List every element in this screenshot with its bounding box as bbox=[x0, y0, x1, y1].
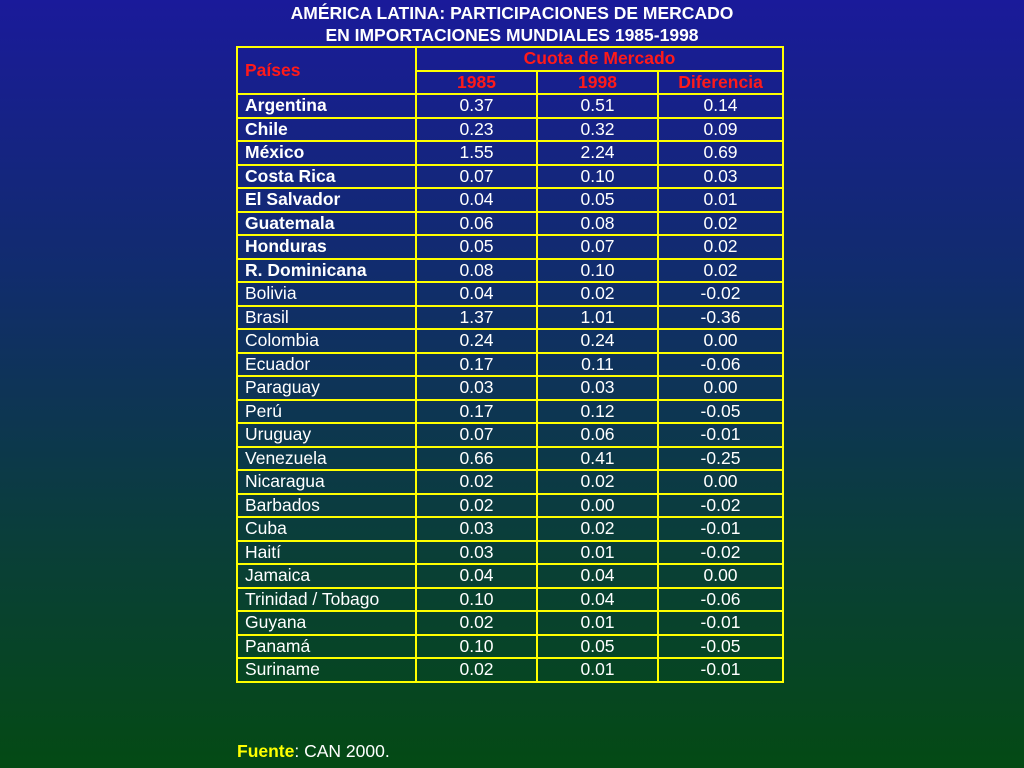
table-row bbox=[237, 165, 783, 189]
table-body bbox=[237, 94, 783, 682]
table-row bbox=[237, 423, 783, 447]
difference-cell: -0.01 bbox=[658, 611, 783, 635]
value-1998-cell: 0.05 bbox=[537, 635, 658, 659]
value-1998-cell: 0.01 bbox=[537, 611, 658, 635]
value-1998-cell: 0.12 bbox=[537, 400, 658, 424]
country-cell: Guatemala bbox=[237, 212, 416, 236]
value-1985-cell: 0.17 bbox=[416, 400, 537, 424]
value-1998-cell: 2.24 bbox=[537, 141, 658, 165]
table-row bbox=[237, 94, 783, 118]
table-row bbox=[237, 329, 783, 353]
source-label: Fuente bbox=[237, 741, 295, 761]
country-cell: México bbox=[237, 141, 416, 165]
value-1985-cell: 0.23 bbox=[416, 118, 537, 142]
header-market-share: Cuota de Mercado bbox=[416, 47, 783, 71]
difference-cell: -0.05 bbox=[658, 400, 783, 424]
country-cell: Argentina bbox=[237, 94, 416, 118]
difference-cell: -0.25 bbox=[658, 447, 783, 471]
value-1998-cell: 0.02 bbox=[537, 282, 658, 306]
difference-cell: -0.01 bbox=[658, 517, 783, 541]
table-row bbox=[237, 541, 783, 565]
header-1998: 1998 bbox=[537, 71, 658, 95]
value-1985-cell: 0.03 bbox=[416, 376, 537, 400]
header-row-1 bbox=[237, 47, 783, 71]
country-cell: Barbados bbox=[237, 494, 416, 518]
value-1998-cell: 0.06 bbox=[537, 423, 658, 447]
value-1998-cell: 0.41 bbox=[537, 447, 658, 471]
country-cell: Ecuador bbox=[237, 353, 416, 377]
value-1985-cell: 0.08 bbox=[416, 259, 537, 283]
table-row bbox=[237, 588, 783, 612]
difference-cell: 0.02 bbox=[658, 259, 783, 283]
country-cell: Trinidad / Tobago bbox=[237, 588, 416, 612]
value-1998-cell: 0.04 bbox=[537, 588, 658, 612]
country-cell: Perú bbox=[237, 400, 416, 424]
value-1985-cell: 1.55 bbox=[416, 141, 537, 165]
table-row bbox=[237, 611, 783, 635]
table-row bbox=[237, 564, 783, 588]
value-1985-cell: 0.02 bbox=[416, 494, 537, 518]
table-row bbox=[237, 470, 783, 494]
value-1998-cell: 1.01 bbox=[537, 306, 658, 330]
value-1998-cell: 0.10 bbox=[537, 259, 658, 283]
value-1998-cell: 0.32 bbox=[537, 118, 658, 142]
difference-cell: -0.01 bbox=[658, 658, 783, 682]
value-1985-cell: 0.04 bbox=[416, 564, 537, 588]
value-1998-cell: 0.02 bbox=[537, 517, 658, 541]
country-cell: Cuba bbox=[237, 517, 416, 541]
difference-cell: 0.14 bbox=[658, 94, 783, 118]
value-1998-cell: 0.03 bbox=[537, 376, 658, 400]
value-1998-cell: 0.02 bbox=[537, 470, 658, 494]
value-1985-cell: 0.04 bbox=[416, 188, 537, 212]
table-row bbox=[237, 118, 783, 142]
slide-title bbox=[0, 2, 1024, 46]
country-cell: Panamá bbox=[237, 635, 416, 659]
country-cell: Chile bbox=[237, 118, 416, 142]
country-cell: Bolivia bbox=[237, 282, 416, 306]
table-row bbox=[237, 635, 783, 659]
table-row bbox=[237, 517, 783, 541]
difference-cell: -0.02 bbox=[658, 494, 783, 518]
country-cell: Haití bbox=[237, 541, 416, 565]
difference-cell: -0.01 bbox=[658, 423, 783, 447]
difference-cell: 0.03 bbox=[658, 165, 783, 189]
table-row bbox=[237, 400, 783, 424]
value-1985-cell: 0.06 bbox=[416, 212, 537, 236]
difference-cell: 0.01 bbox=[658, 188, 783, 212]
table-row bbox=[237, 141, 783, 165]
value-1985-cell: 0.02 bbox=[416, 611, 537, 635]
market-share-table bbox=[236, 46, 784, 683]
value-1998-cell: 0.10 bbox=[537, 165, 658, 189]
value-1985-cell: 0.17 bbox=[416, 353, 537, 377]
table-row bbox=[237, 658, 783, 682]
country-cell: Guyana bbox=[237, 611, 416, 635]
country-cell: Uruguay bbox=[237, 423, 416, 447]
value-1998-cell: 0.24 bbox=[537, 329, 658, 353]
value-1985-cell: 0.05 bbox=[416, 235, 537, 259]
difference-cell: 0.02 bbox=[658, 212, 783, 236]
value-1998-cell: 0.11 bbox=[537, 353, 658, 377]
country-cell: Honduras bbox=[237, 235, 416, 259]
value-1998-cell: 0.04 bbox=[537, 564, 658, 588]
difference-cell: -0.02 bbox=[658, 541, 783, 565]
difference-cell: -0.06 bbox=[658, 353, 783, 377]
table-row bbox=[237, 235, 783, 259]
value-1985-cell: 0.07 bbox=[416, 165, 537, 189]
value-1985-cell: 0.03 bbox=[416, 541, 537, 565]
value-1985-cell: 0.02 bbox=[416, 658, 537, 682]
country-cell: Suriname bbox=[237, 658, 416, 682]
country-cell: R. Dominicana bbox=[237, 259, 416, 283]
country-cell: Costa Rica bbox=[237, 165, 416, 189]
value-1998-cell: 0.07 bbox=[537, 235, 658, 259]
source-note bbox=[237, 740, 390, 762]
value-1985-cell: 0.66 bbox=[416, 447, 537, 471]
header-1985: 1985 bbox=[416, 71, 537, 95]
value-1985-cell: 0.37 bbox=[416, 94, 537, 118]
table-row bbox=[237, 212, 783, 236]
table-row bbox=[237, 447, 783, 471]
value-1998-cell: 0.51 bbox=[537, 94, 658, 118]
difference-cell: 0.00 bbox=[658, 470, 783, 494]
difference-cell: -0.36 bbox=[658, 306, 783, 330]
source-text: : CAN 2000. bbox=[294, 741, 390, 761]
value-1998-cell: 0.08 bbox=[537, 212, 658, 236]
difference-cell: 0.02 bbox=[658, 235, 783, 259]
difference-cell: 0.09 bbox=[658, 118, 783, 142]
table-row bbox=[237, 376, 783, 400]
table-row bbox=[237, 282, 783, 306]
difference-cell: 0.00 bbox=[658, 329, 783, 353]
difference-cell: 0.00 bbox=[658, 564, 783, 588]
country-cell: Paraguay bbox=[237, 376, 416, 400]
difference-cell: -0.06 bbox=[658, 588, 783, 612]
difference-cell: -0.02 bbox=[658, 282, 783, 306]
value-1998-cell: 0.05 bbox=[537, 188, 658, 212]
value-1985-cell: 0.04 bbox=[416, 282, 537, 306]
difference-cell: -0.05 bbox=[658, 635, 783, 659]
table-row bbox=[237, 188, 783, 212]
table-row bbox=[237, 259, 783, 283]
value-1985-cell: 0.07 bbox=[416, 423, 537, 447]
country-cell: Jamaica bbox=[237, 564, 416, 588]
value-1985-cell: 0.03 bbox=[416, 517, 537, 541]
header-countries: Países bbox=[237, 47, 416, 94]
title-line-2: EN IMPORTACIONES MUNDIALES 1985-1998 bbox=[325, 25, 699, 45]
value-1985-cell: 0.10 bbox=[416, 588, 537, 612]
header-difference: Diferencia bbox=[658, 71, 783, 95]
table-row bbox=[237, 494, 783, 518]
value-1985-cell: 0.02 bbox=[416, 470, 537, 494]
value-1985-cell: 0.10 bbox=[416, 635, 537, 659]
country-cell: Brasil bbox=[237, 306, 416, 330]
difference-cell: 0.69 bbox=[658, 141, 783, 165]
country-cell: Venezuela bbox=[237, 447, 416, 471]
title-line-1: AMÉRICA LATINA: PARTICIPACIONES DE MERCADO bbox=[290, 3, 734, 23]
country-cell: Nicaragua bbox=[237, 470, 416, 494]
value-1998-cell: 0.00 bbox=[537, 494, 658, 518]
country-cell: El Salvador bbox=[237, 188, 416, 212]
value-1998-cell: 0.01 bbox=[537, 541, 658, 565]
country-cell: Colombia bbox=[237, 329, 416, 353]
value-1998-cell: 0.01 bbox=[537, 658, 658, 682]
value-1985-cell: 0.24 bbox=[416, 329, 537, 353]
table-row bbox=[237, 306, 783, 330]
value-1985-cell: 1.37 bbox=[416, 306, 537, 330]
difference-cell: 0.00 bbox=[658, 376, 783, 400]
table-row bbox=[237, 353, 783, 377]
